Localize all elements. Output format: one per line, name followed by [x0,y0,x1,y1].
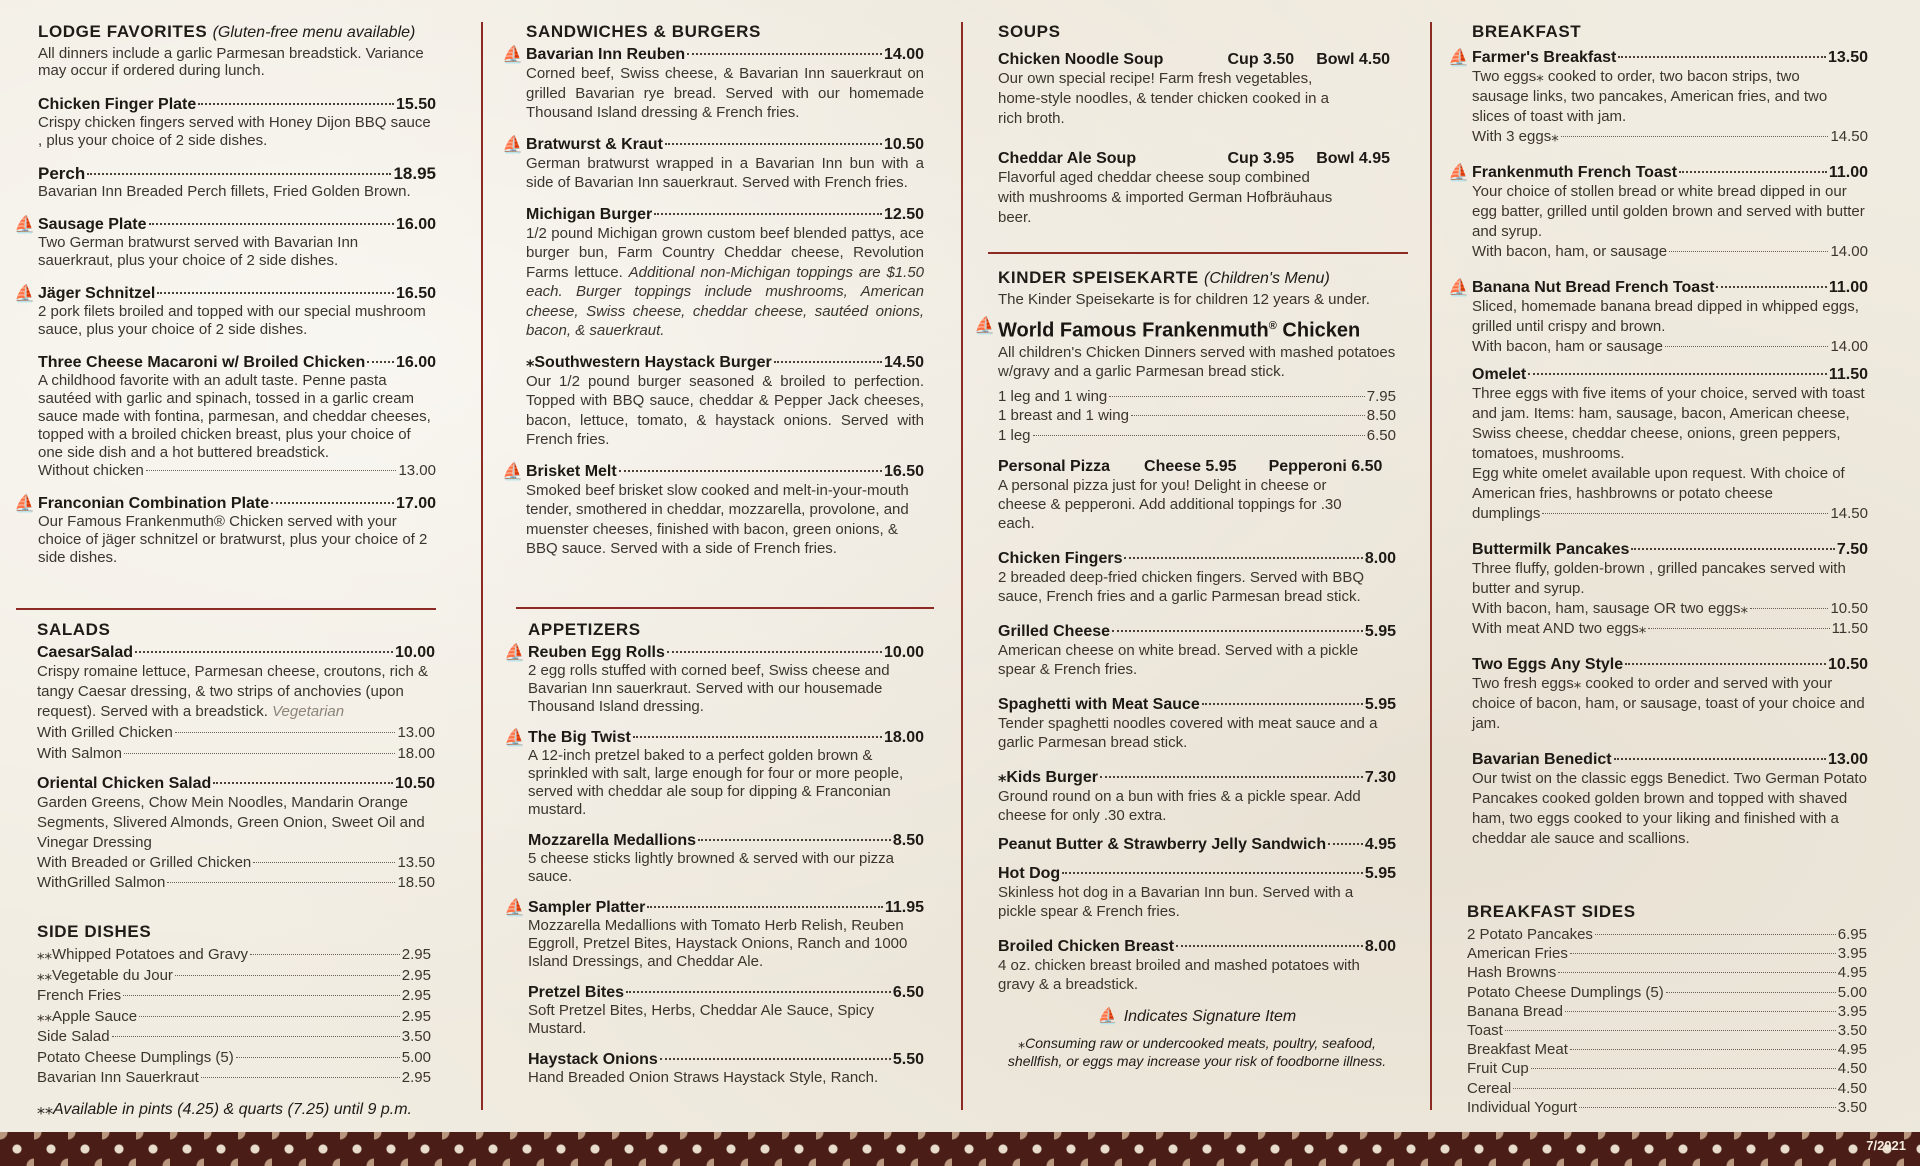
menu-item-personal-pizza: Personal Pizza Cheese 5.95 Pepperoni 6.50 A personal pizza just for you! Delight in cheese or cheese & pepperoni. Add additional toppings for .30 each. [998,458,1383,533]
kinder-title: KINDER SPEISEKARTE [998,268,1199,287]
ship-icon: ⛵ [1448,163,1470,182]
menu-item-bratwurst-kraut: ⛵ Bratwurst & Kraut 10.50 German bratwurst wrapped in a Bavarian Inn bun with a side of Bavarian Inn sauerkraut. Served with French fries. [502,134,924,191]
ship-icon: ⛵ [14,494,36,513]
menu-item-reuben-egg-rolls: ⛵ Reuben Egg Rolls 10.00 2 egg rolls stuffed with corned beef, Swiss cheese and Bavarian Inn sauerkraut. Served with our housemade Thousand Island dressing. [504,643,924,715]
menu-item-brisket-melt: ⛵ Brisket Melt 16.50 Smoked beef brisket slow cooked and melt-in-your-mouth tender, smothered in cheddar, mozzarella, provolone, and muenster cheeses, finished with bacon, green onions, & BBQ sauce. Served with a side of French fries. [502,461,924,557]
menu-item-perch: Perch 18.95 Bavarian Inn Breaded Perch fillets, Fried Golden Brown. [38,164,436,200]
sandwiches-heading: SANDWICHES & BURGERS [526,22,761,41]
side-dishes-heading: SIDE DISHES [37,922,152,941]
menu-item-franconian-combination: ⛵ Franconian Combination Plate 17.00 Our Famous Frankenmuth® Chicken served with your choice of jäger schnitzel or bratwurst, plus your choice of 2 side dishes. [14,494,436,566]
divider-lodge-salads [16,608,436,610]
ship-icon: ⛵ [504,728,526,747]
salads-heading: SALADS [37,620,111,639]
kinder-description: The Kinder Speisekarte is for children 12 years & under. [998,291,1370,308]
ship-icon: ⛵ [504,898,526,917]
menu-item-bavarian-inn-reuben: ⛵ Bavarian Inn Reuben 14.00 Corned beef, Swiss cheese, & Bavarian Inn sauerkraut on grilled Bavarian rye bread. Served with our homemade Thousand Island dressing & French fries. [502,45,924,121]
salads-section [37,620,435,903]
column-4 [1448,22,1868,859]
column-3 [998,22,1396,238]
ship-icon: ⛵ [1097,1008,1118,1026]
menu-item-big-twist: ⛵ The Big Twist 18.00 A 12-inch pretzel baked to a perfect golden brown & sprinkled with salt, large enough for four or more people, served with cheddar ale soup for dipping & Franconian mustard. [504,728,924,818]
ship-icon: ⛵ [974,316,996,335]
menu-item-michigan-burger: Michigan Burger 12.50 1/2 pound Michigan grown custom beef blended pattys, ace burger bun, Farm Country Cheddar cheese, Revolution Farms lettuce. Additional non-Michigan toppings are $1.50 each. Burger toppings include mushrooms, American cheese, Swiss cheese, cheddar cheese, sautéed onions, bacon, & sauerkraut. [526,205,924,339]
appetizers-heading: APPETIZERS [528,620,641,639]
ship-icon: ⛵ [502,134,524,154]
ship-icon: ⛵ [14,284,36,303]
menu-item-chicken-noodle-soup: Chicken Noodle Soup Cup 3.50 Bowl 4.50 Our own special recipe! Farm fresh vegetables, home-style noodles, & tender chicken cooked in a rich broth. [998,51,1390,127]
menu-item-cheddar-ale-soup: Cheddar Ale Soup Cup 3.95 Bowl 4.95 Flavorful aged cheddar cheese soup combined with mushrooms & imported German Hofbräuhaus beer. [998,150,1390,226]
menu-item-frankenmuth-french-toast: ⛵ Frankenmuth French Toast 11.00 Your choice of stollen bread or white bread dipped in our egg batter, grilled until golden brown and served with butter and syrup. With bacon, ham, or sausage 14.00 [1448,163,1868,260]
ship-icon: ⛵ [1448,278,1470,297]
lodge-favorites-heading [38,22,436,42]
column-1 [14,22,436,577]
ship-icon: ⛵ [502,461,524,481]
menu-item-broiled-chicken-breast: Broiled Chicken Breast 8.00 4 oz. chicken breast broiled and mashed potatoes with gravy & a breadstick. [998,938,1396,994]
menu-item-pbj-sandwich: Peanut Butter & Strawberry Jelly Sandwich 4.95 [998,836,1396,854]
breakfast-heading: BREAKFAST [1472,22,1582,41]
sides-availability-note: ⁎⁎Available in pints (4.25) & quarts (7.25) until 9 p.m. [37,1100,412,1118]
menu-item-omelet: Omelet 11.50 Three eggs with five items of your choice, served with toast and jam. Items: ham, sausage, bacon, American cheese, Swiss cheese, cheddar cheese, onions, green peppers, tomatoes, mushrooms. Egg white omelet available upon request. With choice of American fries, hashbrowns or potato cheese dumplings 14.50 [1472,366,1868,522]
breakfast-sides-heading: BREAKFAST SIDES [1467,902,1636,921]
menu-item-pretzel-bites: Pretzel Bites 6.50 Soft Pretzel Bites, Herbs, Cheddar Ale Sauce, Spicy Mustard. [528,984,924,1037]
lodge-title: LODGE FAVORITES [38,22,208,41]
ship-icon: ⛵ [1448,48,1470,67]
side-dishes-section: SIDE DISHES ⁎⁎Whipped Potatoes and Gravy 2.95 ⁎⁎Vegetable du Jour 2.95 French Fries 2.95 ⁎⁎Apple Sauce 2.95 Side Salad 3.50 Potato Cheese Dumplings (5) 5.00 Bavarian Inn Sauerkraut 2.95 ⁎⁎Available in pints (4.25) & quarts (7.25) until 9 p.m. [37,922,431,1118]
ship-icon: ⛵ [504,643,526,662]
gluten-free-note: (Gluten-free menu available) [212,24,416,41]
column-2 [502,22,924,569]
decorative-border [0,1132,1920,1166]
menu-item-kids-burger: ⁎Kids Burger 7.30 Ground round on a bun with fries & a pickle spear. Add cheese for only .30 extra. [998,769,1396,825]
menu-item-chicken-finger-plate: Chicken Finger Plate 15.50 Crispy chicken fingers served with Honey Dijon BBQ sauce , plus your choice of 2 side dishes. [38,96,436,149]
ship-icon: ⛵ [502,45,524,64]
menu-item-three-cheese-macaroni: Three Cheese Macaroni w/ Broiled Chicken 16.00 A childhood favorite with an adult taste. Penne pasta sautéed with garlic and spinach, tossed in a garlic cream sauce made with fontina, parmesan, and cheddar cheeses, topped with a broiled chicken breast, plus your choice of one side dish and a hot buttered breadstick. Without chicken 13.00 [38,354,436,479]
column-divider-2 [961,22,963,1110]
menu-date: 7/2021 [1866,1138,1906,1153]
menu-item-sampler-platter: ⛵ Sampler Platter 11.95 Mozzarella Medallions with Tomato Herb Relish, Reuben Eggroll, Pretzel Bites, Haystack Onions, Ranch and 1000 Island Dressings, and Cheddar Ale. [504,898,924,970]
menu-item-southwestern-haystack-burger: ⁎Southwestern Haystack Burger 14.50 Our 1/2 pound burger seasoned & broiled to perfection. Topped with BBQ sauce, cheddar & Pepper Jack cheeses, bacon, lettuce, tomato, & haystack onions. Served with French fries. [526,353,924,448]
childrens-menu-note: (Children's Menu) [1204,270,1330,287]
menu-item-haystack-onions: Haystack Onions 5.50 Hand Breaded Onion Straws Haystack Style, Ranch. [528,1051,924,1086]
menu-item-jager-schnitzel: ⛵ Jäger Schnitzel 16.50 2 pork filets broiled and topped with our special mushroom sauce, plus your choice of 2 side dishes. [14,284,436,338]
soups-heading: SOUPS [998,22,1061,41]
menu-item-banana-nut-french-toast: ⛵ Banana Nut Bread French Toast 11.00 Sliced, homemade banana bread dipped in whipped eggs, grilled until crispy and brown. With bacon, ham or sausage 14.00 [1448,278,1868,355]
menu-item-kids-chicken-fingers: Chicken Fingers 8.00 2 breaded deep-fried chicken fingers. Served with BBQ sauce, French fries and a garlic Parmesan bread stick. [998,550,1396,606]
menu-item-spaghetti: Spaghetti with Meat Sauce 5.95 Tender spaghetti noodles covered with meat sauce and a garlic Parmesan bread stick. [998,696,1396,752]
appetizers-section [504,620,924,1097]
menu-item-two-eggs-any-style: Two Eggs Any Style 10.50 Two fresh eggs⁎ cooked to order and served with your choice of bacon, ham, or sausage, toast of your choice and jam. [1472,656,1868,732]
divider-soups-kinder [988,252,1408,254]
kinder-section [974,268,1396,1070]
divider-sandwiches-appetizers [516,607,934,609]
menu-item-buttermilk-pancakes: Buttermilk Pancakes 7.50 Three fluffy, golden-brown , grilled pancakes served with butter and syrup. With bacon, ham, sausage OR two eggs⁎ 10.50 With meat AND two eggs⁎ 11.50 [1472,541,1868,637]
lodge-description: All dinners include a garlic Parmesan breadstick. Variance may occur if ordered during lunch. [38,45,424,79]
menu-item-mozzarella-medallions: Mozzarella Medallions 8.50 5 cheese sticks lightly browned & served with our pizza sauce. [528,832,924,885]
signature-item-legend: ⛵ Indicates Signature Item [1097,1008,1297,1026]
menu-item-oriental-chicken-salad: Oriental Chicken Salad 10.50 Garden Greens, Chow Mein Noodles, Mandarin Orange Segments, Slivered Almonds, Green Onion, Sweet Oil and Vinegar Dressing With Breaded or Grilled Chicken 13.50 WithGrilled Salmon 18.50 [37,775,435,891]
menu-item-sausage-plate: ⛵ Sausage Plate 16.00 Two German bratwurst served with Bavarian Inn sauerkraut, plus your choice of 2 side dishes. [14,215,436,269]
menu-item-bavarian-benedict: Bavarian Benedict 13.00 Our twist on the classic eggs Benedict. Two German Potato Pancakes cooked golden brown and topped with shaved ham, two eggs cooked to your liking and finished with a cheddar ale sauce and scallions. [1472,751,1868,847]
column-divider-1 [481,22,483,1110]
menu-item-farmers-breakfast: ⛵ Farmer's Breakfast 13.50 Two eggs⁎ cooked to order, two bacon strips, two sausage links, two pancakes, American fries, and two slices of toast with jam. With 3 eggs⁎ 14.50 [1448,48,1868,145]
breakfast-sides-section: BREAKFAST SIDES 2 Potato Pancakes 6.95 American Fries 3.95 Hash Browns 4.95 Potato Cheese Dumplings (5) 5.00 Banana Bread 3.95 Toast 3.50 Breakfast Meat 4.95 Fruit Cup 4.50 Cereal 4.50 Individual Yogurt 3.50 [1467,902,1867,1116]
vegetarian-tag: Vegetarian [272,703,345,720]
menu-item-caesar-salad: CaesarSalad 10.00 Crispy romaine lettuce, Parmesan cheese, croutons, rich & tangy Caesar dressing, & two strips of anchovies (upon request). Served with a breadstick. Vegetarian With Grilled Chicken 13.00 With Salmon 18.00 [37,644,435,762]
menu-item-grilled-cheese: Grilled Cheese 5.95 American cheese on white bread. Served with a pickle spear & French fries. [998,623,1396,679]
column-divider-3 [1430,22,1432,1110]
menu-item-hot-dog: Hot Dog 5.95 Skinless hot dog in a Bavarian Inn bun. Served with a pickle spear & French fries. [998,865,1396,921]
foodborne-illness-warning: ⁎Consuming raw or undercooked meats, poultry, seafood, shellfish, or eggs may increase your risk of foodborne illness. [1007,1035,1387,1070]
ship-icon: ⛵ [14,215,36,234]
menu-item-frankenmuth-chicken: ⛵ World Famous Frankenmuth® Chicken All children's Chicken Dinners served with mashed potatoes w/gravy and a garlic Parmesan bread stick. 1 leg and 1 wing 7.95 1 breast and 1 wing 8.50 1 leg 6.50 [974,316,1396,444]
